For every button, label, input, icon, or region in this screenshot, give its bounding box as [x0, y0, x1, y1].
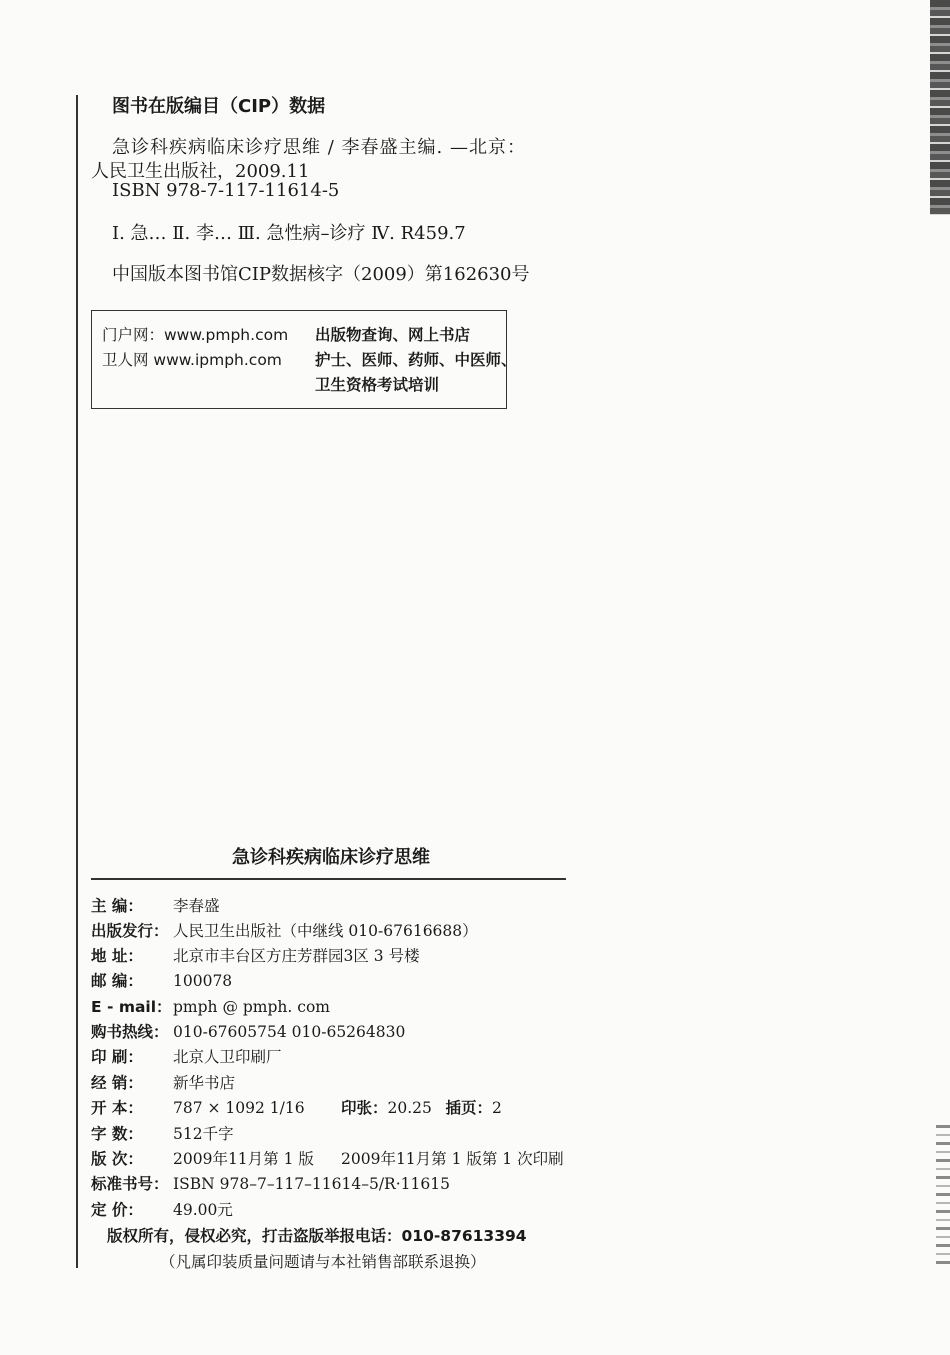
publisher-value: 人民卫生出版社（中继线 010-67616688）	[173, 922, 478, 940]
return-note: （凡属印装质量问题请与本社销售部联系退换）	[160, 1253, 486, 1271]
format-value: 787 × 1092 1/16	[173, 1099, 305, 1117]
detail-distributor	[91, 1071, 235, 1093]
words-value: 512千字	[173, 1125, 234, 1143]
sheets-value: 20.25	[387, 1099, 432, 1117]
hotline-label: 购书热线：	[91, 1023, 169, 1041]
printer-value: 北京人卫印刷厂	[173, 1048, 282, 1066]
cip-title-line1: 急诊科疾病临床诊疗思维 / 李春盛主编. —北京：	[112, 137, 526, 158]
address-value: 北京市丰台区方庄芳群园3区 3 号楼	[173, 947, 420, 965]
detail-postcode	[91, 969, 232, 991]
printer-label: 印 刷：	[91, 1048, 143, 1066]
edition-value: 2009年11月第 1 版	[173, 1150, 314, 1168]
distributor-label: 经 销：	[91, 1074, 143, 1092]
detail-std-isbn	[91, 1172, 450, 1194]
page-edge-scan-artifact-lower	[936, 1125, 950, 1265]
email-label: E - mail：	[91, 998, 172, 1016]
detail-address	[91, 944, 420, 966]
cip-number: 中国版本图书馆CIP数据核字（2009）第162630号	[112, 264, 530, 285]
plates-label: 插页：	[445, 1099, 493, 1117]
detail-format	[91, 1096, 502, 1118]
cip-title-line2: 人民卫生出版社，2009.11	[91, 161, 310, 182]
plates-value: 2	[492, 1099, 502, 1117]
words-label: 字 数：	[91, 1125, 143, 1143]
detail-editor	[91, 894, 220, 916]
detail-printer	[91, 1045, 282, 1067]
links-box	[91, 310, 517, 409]
margin-line	[76, 95, 78, 1268]
email-value: pmph @ pmph. com	[173, 998, 330, 1016]
portal-description: 出版物查询、网上书店	[315, 326, 471, 344]
weiren-url: 卫人网 www.ipmph.com	[102, 351, 282, 369]
edition-label: 版 次：	[91, 1150, 143, 1168]
cip-classification: Ⅰ. 急… Ⅱ. 李… Ⅲ. 急性病–诊疗 Ⅳ. R459.7	[112, 223, 466, 244]
portal-url: 门户网：www.pmph.com	[102, 326, 289, 344]
detail-words	[91, 1122, 234, 1144]
weiren-description-2: 卫生资格考试培训	[315, 376, 440, 394]
weiren-description-1: 护士、医师、药师、中医师、	[315, 351, 517, 369]
copyright-notice: 版权所有，侵权必究，打击盗版举报电话：010-87613394	[107, 1227, 527, 1245]
price-label: 定 价：	[91, 1201, 143, 1219]
postcode-value: 100078	[173, 972, 233, 990]
detail-hotline	[91, 1020, 405, 1042]
sheets-label: 印张：	[341, 1099, 388, 1117]
detail-email	[91, 995, 330, 1017]
postcode-label: 邮 编：	[91, 972, 143, 990]
title-divider	[91, 878, 566, 880]
detail-publisher	[91, 919, 478, 941]
page-edge-scan-artifact	[930, 0, 950, 215]
hotline-value: 010-67605754 010-65264830	[173, 1023, 406, 1041]
editor-label: 主 编：	[91, 897, 143, 915]
cip-isbn: ISBN 978-7-117-11614-5	[112, 180, 340, 201]
distributor-value: 新华书店	[173, 1074, 236, 1092]
publisher-label: 出版发行：	[91, 922, 169, 940]
detail-edition	[91, 1147, 564, 1169]
address-label: 地 址：	[91, 947, 143, 965]
detail-price	[91, 1198, 233, 1220]
format-label: 开 本：	[91, 1099, 143, 1117]
std-isbn-value: ISBN 978–7–117–11614–5/R·11615	[173, 1175, 450, 1193]
price-value: 49.00元	[173, 1201, 233, 1219]
std-isbn-label: 标准书号：	[91, 1175, 169, 1193]
editor-value: 李春盛	[173, 897, 220, 915]
book-title: 急诊科疾病临床诊疗思维	[232, 847, 430, 868]
cip-heading: 图书在版编目（CIP）数据	[112, 96, 326, 117]
printing-value: 2009年11月第 1 版第 1 次印刷	[341, 1150, 564, 1168]
